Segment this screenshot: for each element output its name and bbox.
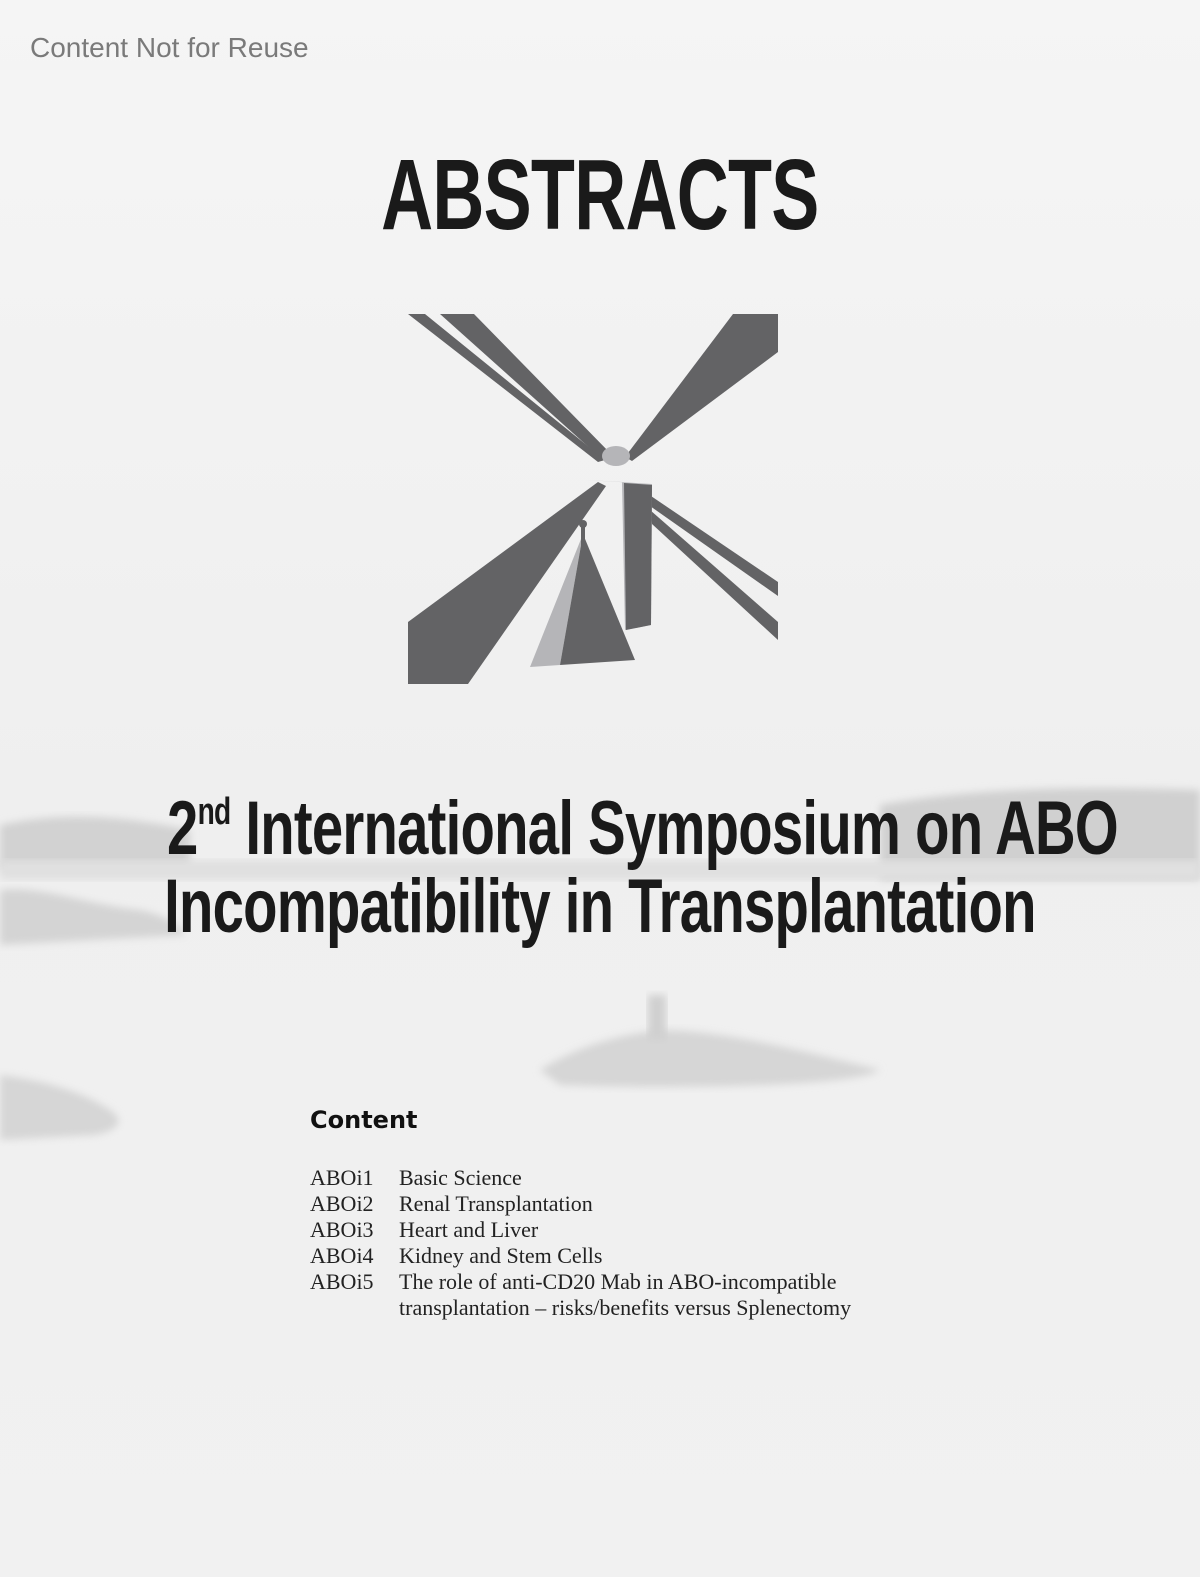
page-title-text: ABSTRACTS — [381, 139, 819, 251]
ordinal-number: 2 — [167, 786, 198, 871]
toc-item — [310, 1217, 1010, 1243]
symposium-title-line-2-text: Incompatibility in Transplantation — [164, 864, 1036, 949]
toc-item-title: The role of anti-CD20 Mab in ABO-incompatible transplantation – risks/benefits versus Splenectomy — [399, 1269, 852, 1320]
toc-item-title: Renal Transplantation — [399, 1191, 593, 1216]
windmill-lighthouse-logo-icon — [405, 310, 785, 690]
ordinal-suffix: nd — [197, 791, 231, 833]
toc-item-title: Basic Science — [399, 1165, 522, 1190]
toc-item-title: Kidney and Stem Cells — [399, 1243, 603, 1268]
toc-item-code: ABOi1 — [310, 1165, 374, 1190]
toc-item-title: Heart and Liver — [399, 1217, 539, 1242]
table-of-contents — [310, 1105, 1010, 1321]
symposium-title — [0, 786, 1200, 949]
toc-item-code: ABOi3 — [310, 1217, 374, 1242]
toc-item-code: ABOi5 — [310, 1269, 374, 1294]
symposium-title-line-1-text: International Symposium on ABO — [245, 786, 1118, 871]
symposium-title-line-1 — [0, 786, 1200, 871]
toc-item — [310, 1191, 1010, 1217]
contents-heading: Content — [310, 1106, 418, 1134]
watermark-text: Content Not for Reuse — [30, 32, 309, 63]
toc-item — [310, 1269, 1010, 1321]
symposium-title-line-2 — [0, 864, 1200, 949]
toc-item — [310, 1243, 1010, 1269]
toc-item-code: ABOi4 — [310, 1243, 374, 1268]
page-title — [0, 139, 1200, 251]
toc-item-code: ABOi2 — [310, 1191, 374, 1216]
toc-item — [310, 1165, 1010, 1191]
